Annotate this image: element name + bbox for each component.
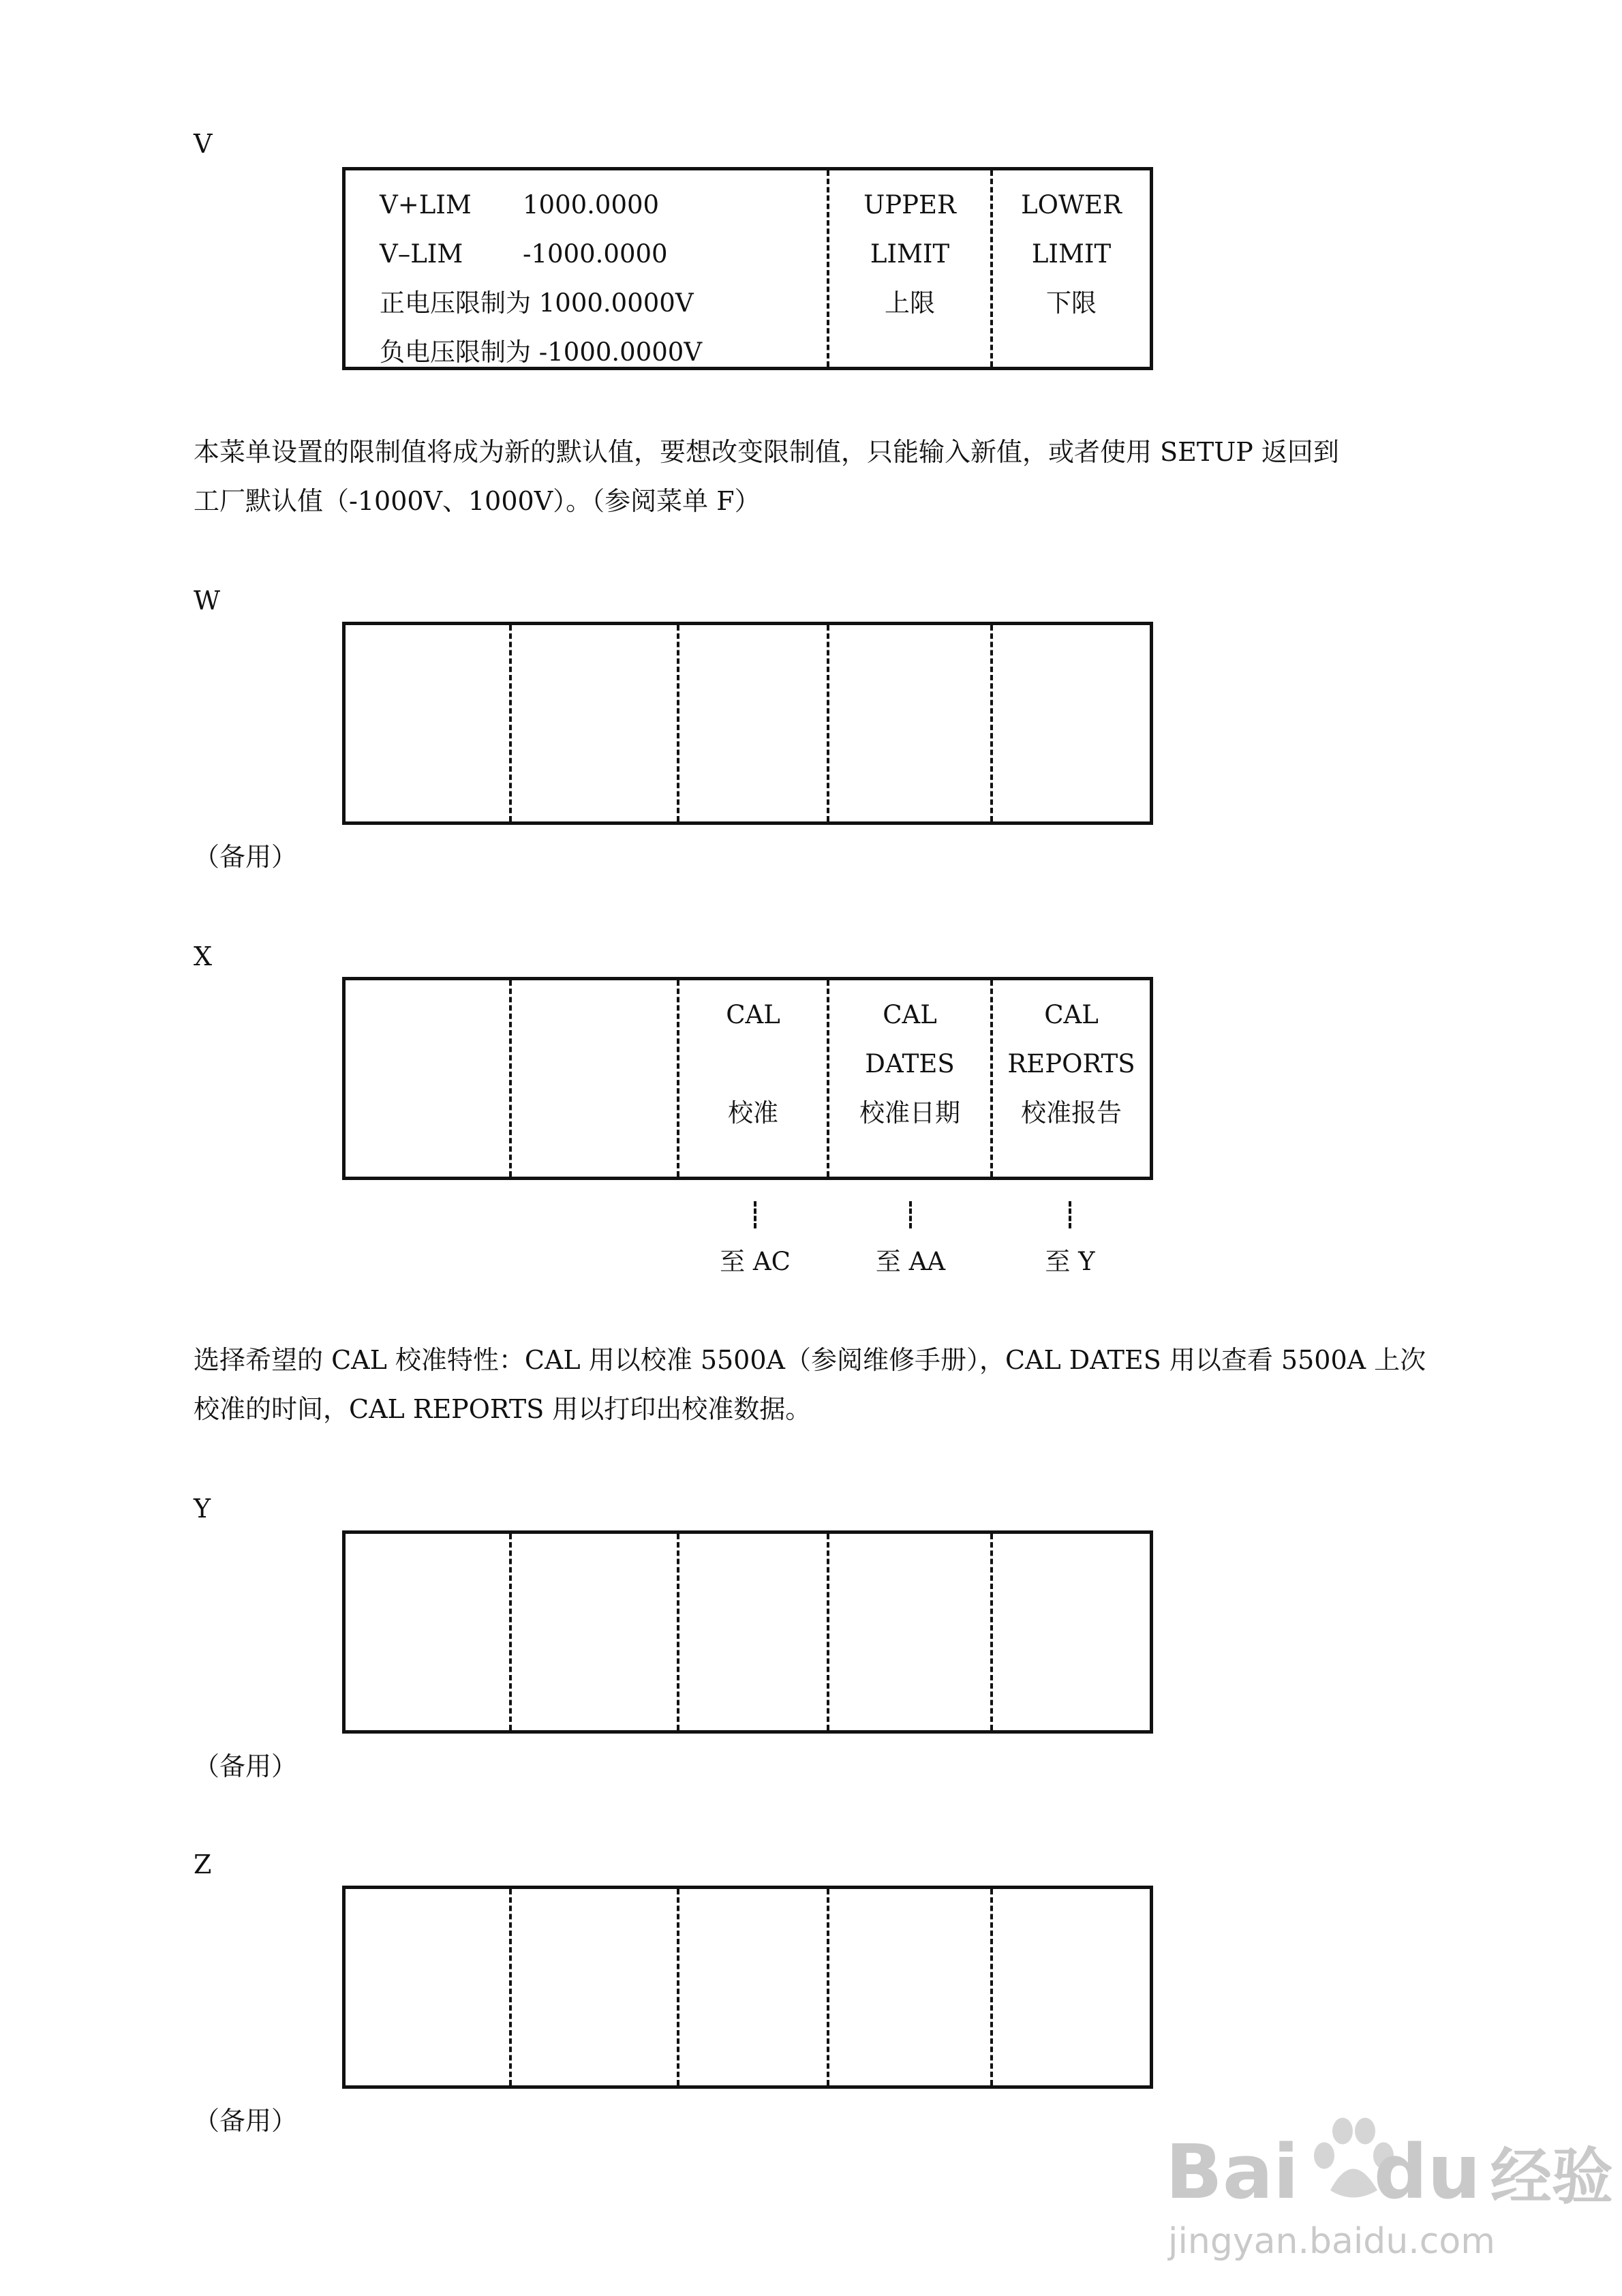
softkey-upper-limit-line1: UPPER bbox=[863, 190, 956, 220]
softkey-cal-line1: CAL bbox=[726, 1000, 780, 1029]
watermark-brand-bai: Bai bbox=[1165, 2128, 1299, 2216]
v-description-line1: 本菜单设置的限制值将成为新的默认值，要想改变限制值，只能输入新值，或者使用 SETUP 返回到 bbox=[194, 437, 1339, 467]
v-plus-lim-value: 1000.0000 bbox=[523, 190, 660, 220]
section-label-z: Z bbox=[194, 1849, 212, 1879]
x-tick-cal bbox=[754, 1201, 756, 1228]
goto-aa: 至 AA bbox=[875, 1247, 946, 1276]
goto-y: 至 Y bbox=[1045, 1247, 1095, 1276]
softkey-upper-limit-cn: 上限 bbox=[885, 288, 935, 318]
panel-v bbox=[342, 167, 1153, 370]
softkey-cal-reports[interactable] bbox=[993, 1002, 1150, 1126]
x-description-line2: 校准的时间，CAL REPORTS 用以打印出校准数据。 bbox=[194, 1394, 812, 1424]
baidu-watermark bbox=[1159, 2106, 1613, 2270]
section-label-x: X bbox=[194, 941, 213, 971]
x-divider-1 bbox=[509, 980, 512, 1177]
section-label-v: V bbox=[194, 129, 213, 159]
section-label-w: W bbox=[194, 586, 221, 616]
softkey-cal-dates-line2: DATES bbox=[865, 1049, 955, 1078]
softkey-lower-limit-cn: 下限 bbox=[1046, 288, 1097, 318]
w-reserved-note: （备用） bbox=[194, 842, 298, 872]
x-description-line1: 选择希望的 CAL 校准特性：CAL 用以校准 5500A（参阅维修手册），CAL DATES 用以查看 5500A 上次 bbox=[194, 1345, 1426, 1375]
x-tick-cal-reports bbox=[1069, 1201, 1071, 1228]
softkey-cal-reports-cn: 校准报告 bbox=[1021, 1098, 1122, 1128]
softkey-cal-line2 bbox=[679, 1051, 827, 1076]
w-divider-1 bbox=[509, 625, 512, 821]
watermark-url: jingyan.baidu.com bbox=[1168, 2221, 1495, 2262]
softkey-lower-limit[interactable] bbox=[993, 192, 1150, 316]
softkey-cal-dates[interactable] bbox=[829, 1002, 990, 1126]
z-divider-2 bbox=[677, 1889, 679, 2085]
panel-z bbox=[342, 1886, 1153, 2089]
w-divider-2 bbox=[677, 625, 679, 821]
section-label-y: Y bbox=[194, 1494, 211, 1524]
v-note-positive: 正电压限制为 1000.0000V bbox=[380, 288, 694, 318]
softkey-lower-limit-line1: LOWER bbox=[1021, 190, 1122, 220]
watermark-brand-du: du bbox=[1373, 2128, 1481, 2216]
panel-w bbox=[342, 622, 1153, 825]
softkey-cal-reports-line1: CAL bbox=[1044, 1000, 1099, 1029]
v-note-negative: 负电压限制为 -1000.0000V bbox=[380, 337, 703, 367]
watermark-brand-cn: 经验 bbox=[1490, 2141, 1613, 2213]
v-description-line2: 工厂默认值（-1000V、1000V）。（参阅菜单 F） bbox=[194, 486, 761, 516]
z-divider-4 bbox=[990, 1889, 993, 2085]
panel-x bbox=[342, 977, 1153, 1180]
softkey-cal-dates-line1: CAL bbox=[883, 1000, 937, 1029]
z-divider-3 bbox=[827, 1889, 829, 2085]
w-divider-4 bbox=[990, 625, 993, 821]
z-reserved-note: （备用） bbox=[194, 2106, 298, 2136]
z-divider-1 bbox=[509, 1889, 512, 2085]
goto-ac: 至 AC bbox=[720, 1247, 791, 1276]
softkey-cal-dates-cn: 校准日期 bbox=[859, 1098, 960, 1128]
softkey-cal-cn: 校准 bbox=[728, 1098, 778, 1128]
panel-y bbox=[342, 1530, 1153, 1734]
v-minus-lim-value: -1000.0000 bbox=[523, 239, 668, 269]
softkey-upper-limit-line2: LIMIT bbox=[870, 239, 950, 269]
softkey-lower-limit-line2: LIMIT bbox=[1031, 239, 1112, 269]
w-divider-3 bbox=[827, 625, 829, 821]
y-divider-1 bbox=[509, 1534, 512, 1730]
softkey-upper-limit[interactable] bbox=[829, 192, 990, 316]
y-divider-4 bbox=[990, 1534, 993, 1730]
y-divider-3 bbox=[827, 1534, 829, 1730]
y-divider-2 bbox=[677, 1534, 679, 1730]
y-reserved-note: （备用） bbox=[194, 1751, 298, 1781]
v-minus-lim-label: V–LIM bbox=[380, 239, 463, 269]
x-tick-cal-dates bbox=[909, 1201, 912, 1228]
softkey-cal[interactable] bbox=[679, 1002, 827, 1126]
softkey-cal-reports-line2: REPORTS bbox=[1007, 1049, 1135, 1078]
v-plus-lim-label: V+LIM bbox=[380, 190, 472, 220]
